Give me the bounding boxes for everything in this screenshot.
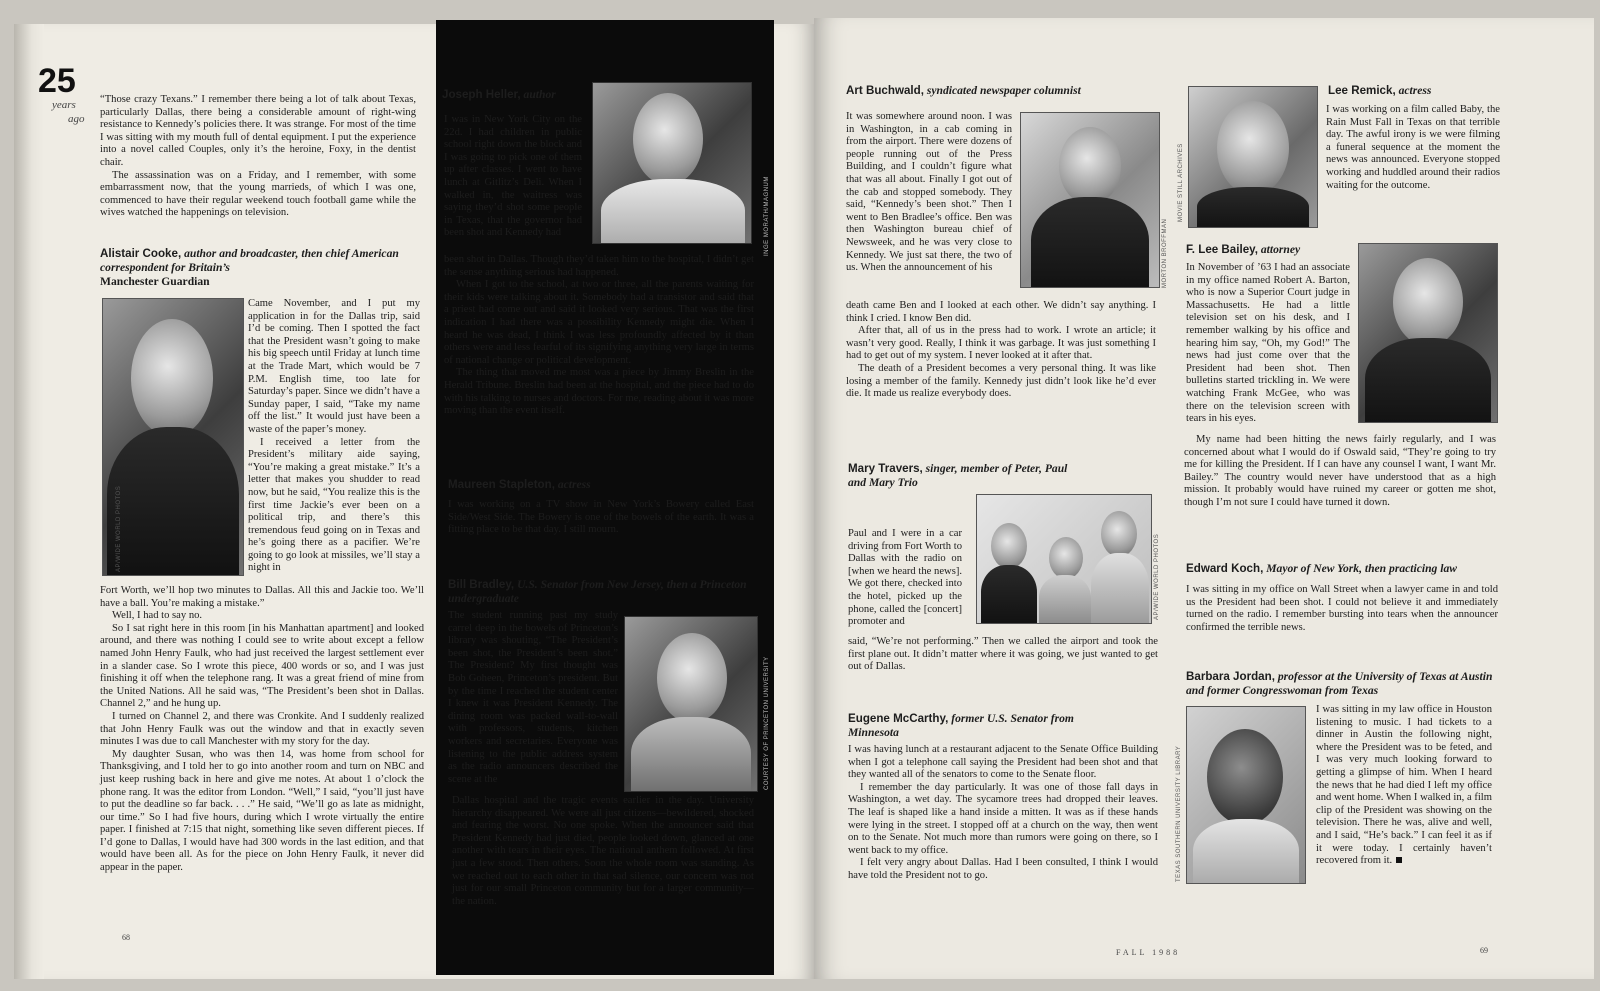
jordan-photo-credit: TEXAS SOUTHERN UNIVERSITY LIBRARY	[1176, 745, 1182, 882]
intro-paragraph: The assassination was on a Friday, and I remember, with some embarrassment now, that the young marrieds, of which I was one, commenced to have their regular weekend touch football game while the wives watched the happenings on television.	[100, 169, 416, 219]
bradley-paragraph: The student running past my study carrel deep in the bowels of Princeton’s library was shouting, “The President’s been shot, the President’s been shot.” The President? My first thought was Bob Goheen, Princeton’s president. But by the time I reached the student center I knew it was President Kennedy. The dining room was packed wall-to-wall with professors, students, kitchen workers and secretaries. Everyone was listening to the public address system as the radio announcers described the scene at the	[448, 610, 618, 785]
page-edge	[14, 24, 44, 979]
buchwald-photo-credit: MORTON BROFFMAN	[1162, 218, 1168, 288]
mccarthy-paragraph: I remember the day particularly. It was one of those fall days in Washington, a wet day. The sycamore trees had dropped their leaves. The leaf is shaped like a hand inside a mitten. It was as if these hands were lying in the street. I stopped off at a church on the way, then went on to the Senate. Not much more than rumors were going on there, so I went back to my office.	[848, 781, 1158, 856]
cooke-paragraph: Came November, and I put my application in for the Dallas trip, said I’d be coming. Then I spotted the fact that the President wasn’t going to make his big speech until Friday at lunch time at the Trade Mart, which would be 7 P.M. English time, too late for Saturday’s paper. Since we didn’t have a Sunday paper, I said, “Take my name off the list.” It would just have been a waste of the paper’s money.	[248, 298, 420, 435]
bailey-name: F. Lee Bailey,	[1186, 243, 1258, 256]
heller-side-text	[444, 114, 582, 240]
travers-role: singer, member of Peter, Paul and Mary Trio	[848, 462, 1068, 489]
cooke-paragraph: I turned on Channel 2, and there was Cronkite. And I suddenly realized that John Henry Faulk was out the window and that in exactly seven minutes I was due to call Manchester with my story for the day.	[100, 710, 424, 748]
cooke-paragraph: So I sat right here in this room [in his Manhattan apartment] and looked around, and there was nothing I could see to write about except a fellow named John Henry Faulk, who had just received the largest settlement ever in a slander case. So I wrote this piece, 400 words or so, and I was just finishing it off when the telephone rang. It was a great friend of mine from the United Nations. All he said was, “The President’s been shot in Dallas. Channel 2,” and he hung up.	[100, 622, 424, 710]
travers-photo	[976, 494, 1152, 624]
buchwald-body	[846, 300, 1156, 401]
folio-right: 69	[1480, 946, 1488, 955]
logo-number: 25	[38, 62, 76, 100]
bradley-paragraph: Dallas hospital and the tragic events earlier in the day. University hierarchy disappeared. We were all just citizens—bewildered, shocked and fearing the worst. No one spoke. When the announcer said that President Kennedy had just died, people looked down, glanced at one another with tears in their eyes. The national anthem followed. At first just a few stood. Then others. Soon the whole room was standing. As we reached out to each other in that sad silence, our concern was not just for our small Princeton community but for a larger community—the nation.	[452, 795, 754, 907]
cooke-paragraph: I received a letter from the President’s military aide saying, “You’re making a great mistake.” It’s a letter that makes you shudder to read now, but he said, “You realize this is the first time Jackie’s ever been on a political trip, and there’s this tremendous feud going on in Texas and he’s going there as a pacifier. We’re going to go look at missiles, we’ll stay a night in	[248, 436, 420, 574]
buchwald-paragraph: The death of a President becomes a very personal thing. It was like losing a member of the family. Kennedy just didn’t look like he’d ever die. It made us realize everybody does.	[846, 362, 1156, 400]
koch-paragraph: I was sitting in my office on Wall Street when a lawyer came in and told us the President had been shot. I could not believe it and immediately turned on the radio. I remember bursting into tears when the announcer confirmed the terrible news.	[1186, 584, 1498, 633]
jordan-heading	[1186, 670, 1502, 698]
buchwald-name: Art Buchwald,	[846, 84, 924, 97]
remick-heading	[1328, 84, 1508, 98]
intro-paragraph: “Those crazy Texans.” I remember there being a lot of talk about Texas, particularly Dallas, there being a considerable amount of right-wing resistance to Kennedy’s policies there. It was strange. For most of the time I was sitting with my mouth full of dental equipment. I put the experience into a novel called Couples, only it’s the heroine, Foxy, in the dentist chair.	[100, 94, 416, 168]
logo-subtitle	[52, 98, 85, 126]
issue-footer: FALL 1988	[1116, 948, 1181, 957]
logo-line1: years	[52, 99, 76, 111]
heller-paragraph: I was in New York City on the 22d. I had children in public school right down the block and I was going to pick one of them up after classes. I went to have lunch at Gitlitz’s Deli. When I walked in, the waitress was saying they’d shot some people in Texas, that the governor had been shot and Kennedy had	[444, 114, 582, 239]
cooke-paragraph: My daughter Susan, who was then 14, was home from school for Thanksgiving, and I told her to go into another room and turn on NBC and just keep rushing back in here and give me notes. At about 1 o’clock the phone rang. It was the editor from London. “Well,” I said, “you’ll just have to put the deadline so far back. . . .” He said, “We’ll go as late as midnight, our time.” So I had five hours, during which I wrote virtually the entire paper. I finished at 7:15 that night, something like seven different pieces. If I’d gone to Dallas, I would have had 300 words in the last edition, and that would have been all. As for the piece on John Henry Faulk, it never did appear in the paper.	[100, 748, 424, 874]
mccarthy-paragraph: I was having lunch at a restaurant adjacent to the Senate Office Building when I got a telephone call saying the President had been shot and that they wanted all of the senators to come to the Senate floor.	[848, 744, 1158, 781]
bradley-role: U.S. Senator from New Jersey, then a Princeton undergraduate	[448, 578, 747, 605]
mccarthy-name: Eugene McCarthy,	[848, 712, 949, 725]
jordan-name: Barbara Jordan,	[1186, 670, 1275, 683]
intro-text	[100, 94, 416, 220]
cooke-side-text	[248, 298, 420, 575]
koch-name: Edward Koch,	[1186, 562, 1264, 575]
heller-name: Joseph Heller,	[442, 88, 521, 101]
cooke-photo-credit: AP/WIDE WORLD PHOTOS	[116, 485, 122, 572]
jordan-role: professor at the University of Texas at Austin and former Congresswoman from Texas	[1186, 670, 1493, 697]
travers-name: Mary Travers,	[848, 462, 923, 475]
remick-text	[1326, 104, 1500, 192]
cooke-heading	[100, 247, 416, 289]
cooke-paragraph: Fort Worth, we’ll hop two minutes to Dallas. All this and Jackie too. We’ll have a ball. You’re making a mistake.”	[100, 585, 424, 609]
bailey-paragraph: My name had been hitting the news fairly regularly, and I was concerned about what I would do if Oswald said, “They’re going to try me for killing the President. If I can have any counsel I want, I want Mr. Bailey.” The country would never have understood that as a high mission. It probably would have ruined my career or gotten me shot, though I’m not sure I could have turned it down.	[1184, 434, 1496, 508]
jordan-paragraph: I was sitting in my law office in Houston listening to music. I had tickets to a dinner in Austin the following night, where the President was to be feted, and I was very much looking forward to getting a glimpse of him. When I heard the news that he had died I left my office and went home. When I walked in, a film clip of the President was showing on the television. There he was, alive and well, and I said, “He’s back.” I can feel it as if it were today. I certainly haven’t recovered from it.	[1316, 704, 1492, 867]
stapleton-text	[448, 499, 754, 537]
bradley-body	[452, 795, 754, 908]
koch-text	[1186, 584, 1498, 634]
heller-heading	[442, 88, 592, 102]
remick-photo-credit: MOVIE STILL ARCHIVES	[1178, 143, 1184, 222]
bailey-photo	[1358, 243, 1498, 423]
mccarthy-paragraph: I felt very angry about Dallas. Had I been consulted, I think I would have told the President not to go.	[848, 857, 1158, 881]
heller-paragraph: When I got to the school, at two or three, all the parents waiting for their kids were talking about it. Somebody had a transistor and said that a priest had come out and said it looked very serious. That was the first indication I had there was a possibility Kennedy might die. When I heard he was dead, I think I was less profoundly affected by it than others were and less fearful of its signifying anything very large in terms of national change or political development.	[444, 279, 754, 366]
stapleton-name: Maureen Stapleton,	[448, 478, 555, 491]
remick-role: actress	[1398, 84, 1432, 97]
buchwald-role: syndicated newspaper columnist	[926, 84, 1081, 97]
buchwald-photo	[1020, 112, 1160, 288]
buchwald-heading	[846, 84, 1176, 98]
remick-name: Lee Remick,	[1328, 84, 1396, 97]
mccarthy-role: former U.S. Senator from Minnesota	[848, 712, 1074, 739]
cooke-paragraph: Well, I had to say no.	[112, 610, 203, 622]
heller-role: author	[523, 88, 556, 101]
travers-paragraph: Paul and I were in a car driving from Fort Worth to Dallas with the radio on [when we heard the news]. We got there, checked into the hotel, picked up the phone, called the [concert] promoter and	[848, 528, 962, 628]
bailey-heading	[1186, 243, 1356, 257]
bailey-body	[1184, 434, 1496, 510]
cooke-role: author and broadcaster, then chief American correspondent for Britain’s	[100, 247, 399, 274]
heller-paragraph: The thing that moved me most was a piece by Jimmy Breslin in the Herald Tribune. Breslin had been at the hospital, and the piece had to do with his talking to nurses and doctors. For me, reading about it was more moving than the event itself.	[444, 367, 754, 417]
travers-side-text	[848, 528, 962, 629]
mccarthy-heading	[848, 712, 1088, 740]
cooke-name: Alistair Cooke,	[100, 247, 182, 260]
bradley-photo-credit: COURTESY OF PRINCETON UNIVERSITY	[764, 656, 770, 790]
heller-photo-credit: INGE MORATH/MAGNUM	[764, 176, 770, 256]
cooke-body	[100, 585, 424, 875]
travers-body	[848, 636, 1158, 674]
stapleton-paragraph: I was working on a TV show in New York’s Bowery called East Side/West Side. The Bowery is one of the bowels of the earth. It was a fitting place to be that day. I still mourn.	[448, 499, 754, 536]
koch-heading	[1186, 562, 1502, 576]
bradley-photo	[624, 616, 758, 792]
travers-photo-credit: AP/WIDE WORLD PHOTOS	[1154, 533, 1160, 620]
heller-paragraph: been shot in Dallas. Though they’d taken him to the hospital, I didn’t get the sense anything serious had happened.	[444, 254, 754, 278]
heller-photo	[592, 82, 752, 244]
buchwald-paragraph: After that, all of us in the press had to work. I wrote an article; it wasn’t very good. Really, I think it was garbage. It was just something I had to get out of my system. I never looked at it after that.	[846, 325, 1156, 362]
stapleton-role: actress	[557, 478, 591, 491]
bradley-side-text	[448, 610, 618, 786]
cooke-paper: Manchester Guardian	[100, 275, 210, 288]
cooke-photo	[102, 298, 244, 576]
buchwald-paragraph: death came Ben and I looked at each other. We didn’t say anything. I think I cried. I know Ben did.	[846, 300, 1156, 324]
travers-paragraph: said, “We’re not performing.” Then we called the airport and took the first plane out. It didn’t matter where it was going, we just wanted to get out of Dallas.	[848, 636, 1158, 673]
bailey-role: attorney	[1260, 243, 1301, 256]
buchwald-side-text	[846, 111, 1012, 275]
stapleton-heading	[448, 478, 748, 492]
folio-left: 68	[122, 933, 130, 942]
bailey-paragraph: In November of ’63 I had an associate in my office named Robert A. Barton, who is now a Superior Court judge in Massachusetts. He had a little television set on his desk, and I remember walking by his office and hearing him say, “Oh, my God!” The news had just come over that the President had been shot. Then bulletins started trickling in. We were watching Frank McGee, who was there on the television screen with tears in his eyes.	[1186, 262, 1350, 425]
bradley-name: Bill Bradley,	[448, 578, 515, 591]
jordan-photo	[1186, 706, 1306, 884]
remick-photo	[1188, 86, 1318, 228]
remick-paragraph: I was working on a film called Baby, the Rain Must Fall in Texas on that terrible day. The awful irony is we were filming a funeral sequence at the moment the news was announced. Everyone stopped working and huddled around their radios waiting for the outcome.	[1326, 104, 1500, 191]
bradley-heading	[448, 578, 748, 606]
logo-line2: ago	[68, 113, 85, 125]
heller-body	[444, 254, 754, 418]
jordan-side-text	[1316, 704, 1492, 868]
buchwald-paragraph: It was somewhere around noon. I was in Washington, in a cab coming in from the airport. There were dozens of people running out of the Press Building, and I couldn’t figure what that was all about. Finally I got out of the cab and stopped somebody. They said, “Kennedy’s been shot.” Then I went to Ben Bradlee’s office. Ben was then Washington bureau chief of Newsweek, and he was very close to Kennedy. We just sat there, the two of us. When the announcement of his	[846, 111, 1012, 274]
mccarthy-body	[848, 744, 1158, 883]
bailey-side-text	[1186, 262, 1350, 426]
koch-role: Mayor of New York, then practicing law	[1266, 562, 1457, 575]
travers-heading	[848, 462, 1068, 490]
end-mark-icon	[1396, 857, 1402, 863]
